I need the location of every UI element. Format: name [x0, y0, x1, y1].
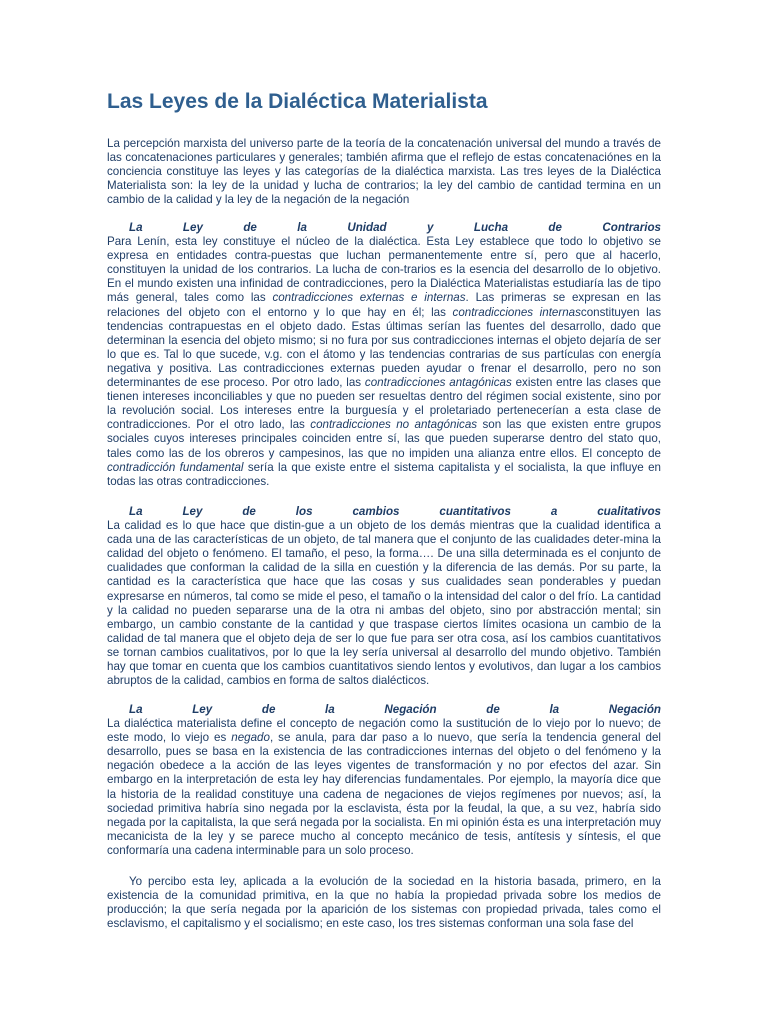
text-segment: La dialéctica materialista define el concepto de negación como la sustitución de lo viejo por lo nuevo; de este modo, lo viejo es — [107, 717, 661, 745]
text-segment: Para Lenín, esta ley constituye el núcleo de la dialéctica. Esta Ley establece que todo lo objetivo se expresa en entidades contra-puestas que luchan permanentemente entre sí, pero que al hacerlo, constituyen la unidad de los contrarios. La lucha de con-trarios es la esencia del desarrollo de lo objetivo. En el mundo existen una infinidad de contradicciones, pero la Dialéctica Materialistas estudiaría las de tipo más general, tales como las — [107, 235, 661, 305]
section-paragraph — [107, 519, 661, 688]
italic-term: contradicciones externas e internas — [272, 291, 466, 305]
italic-term: negado — [231, 731, 270, 745]
section-cambios-cuantitativos — [107, 505, 661, 688]
text-segment: son las que existen entre grupos sociales cuyos intereses principales coinciden entre sí, las que pueden superarse dentro del stato quo, tales como las de los obreros y campesinos, las que no impiden una alianza entre ellos. El concepto de — [107, 418, 662, 460]
closing-section — [107, 875, 661, 931]
section-unidad-lucha — [107, 221, 661, 489]
italic-term: contradicción fundamental — [107, 460, 244, 474]
italic-term: contradicciones no antagónicas — [310, 418, 478, 432]
section-heading: La Ley de la Unidad y Lucha de Contrarios — [129, 221, 661, 234]
text-segment: constituyen las tendencias contrapuestas en el objeto dado. Estas últimas serían las fuentes del desarrollo, dado que determinan la esencia del objeto mismo; si no fura por sus contradicciones internas el objeto dejaría de ser lo que es. Tal lo que sucede, v.g. con el átomo y las tendencias contrarias de sus partículas con energía negativa y positiva. Las contradicciones externas pueden ayudar o frenar el desarrollo, pero no son determinantes de ese proceso. Por otro lado, las — [107, 305, 661, 390]
document-title: Las Leyes de la Dialéctica Materialista — [107, 90, 488, 113]
italic-term: contradicciones antagónicas — [364, 376, 512, 390]
section-negacion — [107, 703, 661, 858]
text-segment: , se anula, para dar paso a lo nuevo, que sería la tendencia general del desarrollo, pues se basa en la existencia de las contradicciones internas del objeto o del fenómeno y la negación obedece a la acción de las leyes vigentes de transformación y no por efectos del azar. Sin embargo en la interpretación de esta ley hay diferencias fundamentales. Por ejemplo, la mayoría dice que la historia de la realidad constituye una cadena de negaciones de viejos regímenes por nuevos; así, la sociedad primitiva habría sino negada por la esclavista, ésta por la feudal, la que, a su vez, habría sido negada por la capitalista, la que será negada por la socialista. En mi opinión ésta es una interpretación muy mecanicista de la ley y se parece mucho al concepto mecánico de tesis, antítesis y síntesis, el que conformaría una cadena interminable para un solo proceso. — [107, 731, 661, 857]
intro-paragraph: La percepción marxista del universo parte de la teoría de la concatenación universal del mundo a través de las concatenaciones particulares y generales; también afirma que el reflejo de estas concatenaciónes en la conciencia constituye las leyes y las categorías de la dialéctica marxista. Las tres leyes de la Dialéctica Materialista son: la ley de la unidad y lucha de contrarios; la ley del cambio de cantidad termina en un cambio de la calidad y la ley de la negación de la negación — [107, 137, 661, 207]
text-segment: sería la que existe entre el sistema capitalista y el socialista, la que influye en todas las otras contradicciones. — [107, 460, 661, 488]
section-paragraph — [107, 717, 661, 858]
text-segment: La calidad es lo que hace que distin-gue a un objeto de los demás mientras que la cualidad identifica a cada una de las características de un objeto, de tal manera que el conjunto de las cualidades deter-mina la calidad del objeto o fenómeno. El tamaño, el peso, la forma…. De una silla determinada es el conjunto de cualidades que conforman la calidad de la silla en cuestión y la diferencia de las demás. Por su parte, la cantidad es la característica que hace que las cosas y sus cualidades sean ponderables y puedan expresarse en números, tal como se mide el peso, el tamaño o la intensidad del calor o del frío. La cantidad y la calidad no pueden separarse una de la otra ni ambas del objeto, sino por abstracción mental; sin embargo, un cambio constante de la cantidad y que traspase ciertos límites ocasiona un cambio de la calidad de tal manera que el objeto deja de ser lo que fue para ser otra cosa, así los cambios cuantitativos se tornan cambios cualitativos, por lo que la ley sería universal al desarrollo del mundo objetivo. También hay que tomar en cuenta que los cambios cuantitativos siendo lentos y evolutivos, dan lugar a los cambios abruptos de la calidad, cambios en forma de saltos dialécticos. — [107, 519, 661, 688]
section-heading: La Ley de los cambios cuantitativos a cualitativos — [129, 505, 661, 518]
section-paragraph — [107, 235, 661, 489]
closing-paragraph: Yo percibo esta ley, aplicada a la evolución de la sociedad en la historia basada, primero, en la existencia de la comunidad primitiva, en la que no había la propiedad privada sobre los medios de producción; la que sería negada por la aparición de los sistemas con propiedad privada, tales como el esclavismo, el capitalismo y el socialismo; en este caso, los tres sistemas conforman una sola fase del — [107, 875, 661, 931]
section-heading: La Ley de la Negación de la Negación — [129, 703, 661, 716]
text-segment: existen entre las clases que tienen intereses inconciliables y que no pueden ser resueltas dentro del régimen social existente, sino por la revolución social. Los intereses entre la burguesía y el proletariado pertenecerían a esta clase de contradicciones. Por el otro lado, las — [107, 376, 662, 432]
italic-term: contradicciones internas — [452, 305, 581, 319]
intro-section — [107, 137, 661, 207]
text-segment: . Las primeras se expresan en las relaciones del objeto con el entorno y lo que hay en él; las — [107, 291, 661, 319]
